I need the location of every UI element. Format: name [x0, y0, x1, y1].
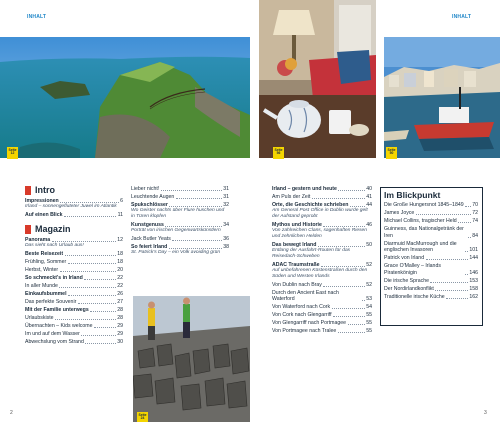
toc-entry-label: Der Nordirlandkonflikt [384, 285, 434, 292]
photo-giants-causeway [133, 296, 250, 422]
toc-leader-dots [468, 237, 471, 238]
toc-entry-page: 11 [117, 212, 123, 218]
toc-entry-page: 50 [366, 242, 372, 248]
toc-entry-page: 22 [117, 283, 123, 289]
toc-entry-page: 32 [223, 202, 229, 208]
toc-entry[interactable] [272, 262, 372, 280]
toc-entry-label: Abwechslung vom Strand [25, 339, 84, 345]
toc-entry-label: Frühling, Sommer [25, 259, 67, 265]
toc-entry-subtitle: Irland – sonnengefluteter Juwel im Atlantik [25, 204, 117, 210]
photo-cliffs-rope-bridge [0, 37, 250, 158]
toc-entry-label: Spukschlösser [131, 202, 168, 208]
photo-badge-2: Seite 56 [273, 147, 284, 159]
toc-entry-subtitle: Am General Post Office in Dublin wurde gelt der Aufstand geprobt [272, 208, 368, 220]
toc-entry-page: 72 [472, 210, 478, 217]
toc-entry-subtitle: Wo Geister nachts über Flure huschen und in Türen klopfen [131, 208, 225, 220]
toc-leader-dots [161, 190, 222, 191]
toc-entry-label: Von Cork nach Glengarriff [272, 312, 332, 319]
toc-column-2 [131, 186, 229, 258]
toc-entry[interactable] [384, 286, 478, 292]
toc-leader-dots [465, 274, 468, 275]
toc-entry-subtitle: Porträt von irischen Gegenwartskünstlern [131, 228, 221, 234]
toc-entry-page: 6 [120, 198, 123, 204]
toc-leader-dots [318, 246, 365, 247]
toc-entry-page: 18 [117, 251, 123, 257]
toc-entry-label: Die irische Sprache [384, 277, 429, 284]
toc-leader-dots [85, 343, 115, 344]
toc-leader-dots [312, 198, 365, 199]
toc-entry[interactable] [25, 259, 123, 265]
toc-entry[interactable] [25, 307, 123, 313]
toc-entry[interactable] [272, 282, 372, 288]
toc-entry-label: James Joyce [384, 210, 415, 217]
toc-entry-label: So feiert Irland [131, 244, 168, 250]
toc-entry[interactable] [25, 339, 123, 345]
toc-entry[interactable] [25, 331, 123, 337]
toc-leader-dots [165, 226, 221, 227]
section-heading-intro: Intro [25, 186, 123, 195]
toc-entry[interactable] [25, 275, 123, 281]
toc-entry[interactable] [384, 278, 478, 284]
toc-entry-label: Mythos und Historie [272, 222, 322, 228]
toc-entry[interactable] [25, 237, 123, 249]
toc-leader-dots [348, 324, 365, 325]
toc-entry-page: 26 [117, 291, 123, 297]
toc-leader-dots [60, 202, 118, 203]
blickpunkt-title: Im Blickpunkt [384, 190, 441, 200]
toc-entry-label: Urlaubskiste [25, 315, 54, 321]
toc-entry-page: 44 [366, 202, 372, 208]
toc-entry[interactable] [25, 299, 123, 305]
toc-entry-page: 27 [117, 299, 123, 305]
toc-entry-page: 18 [117, 259, 123, 265]
toc-entry[interactable] [25, 251, 123, 257]
toc-leader-dots [60, 271, 116, 272]
toc-entry[interactable] [384, 202, 478, 208]
toc-leader-dots [52, 241, 116, 242]
header-left: INHALT [27, 14, 47, 20]
toc-entry-label: Beste Reisezeit [25, 251, 64, 257]
toc-entry[interactable] [272, 328, 372, 334]
toc-column-4 [384, 192, 478, 302]
toc-entry-page: 36 [223, 236, 229, 242]
toc-entry[interactable] [384, 294, 478, 300]
toc-entry-label: Impressionen [25, 198, 59, 204]
toc-leader-dots [169, 248, 222, 249]
toc-entry[interactable] [272, 312, 372, 318]
toc-entry-page: 52 [366, 262, 372, 268]
toc-entry[interactable] [384, 226, 478, 239]
toc-entry-label: Von Dublin nach Bray [272, 282, 322, 288]
toc-entry-subtitle: Das sieht nach Urlaub aus! [25, 243, 84, 249]
toc-leader-dots [321, 266, 365, 267]
toc-entry[interactable] [25, 198, 123, 210]
toc-entry-page: 34 [223, 222, 229, 228]
toc-entry-label: Das bewegt Irland [272, 242, 317, 248]
toc-leader-dots [81, 335, 115, 336]
toc-entry[interactable] [384, 263, 478, 276]
toc-entry-label: Am Puls der Zeit [272, 194, 311, 200]
photo-badge-1: Seite 12 [7, 147, 18, 159]
toc-entry-label: Von Portmagee nach Tralee [272, 328, 337, 335]
section-heading-magazin: Magazin [25, 225, 123, 234]
toc-entry-label: Guinness, das Nationalgetränk der Iren [384, 226, 464, 239]
toc-entry[interactable] [25, 291, 123, 297]
toc-entry-label: Grace O'Malley – Irlands Piratenkönigin [384, 263, 441, 276]
toc-entry-page: 55 [366, 320, 372, 327]
toc-leader-dots [338, 332, 365, 333]
toc-leader-dots [332, 308, 365, 309]
toc-leader-dots [172, 240, 221, 241]
toc-entry-page: 146 [469, 269, 478, 276]
toc-entry-label: Von Waterford nach Cork [272, 304, 331, 311]
toc-entry-label: Das perfekte Souvenir [25, 299, 77, 305]
toc-entry-label: In aller Munde [25, 283, 58, 289]
toc-entry-page: 53 [366, 296, 372, 303]
toc-leader-dots [458, 222, 471, 223]
toc-entry-label: Orte, die Geschichte schrieben [272, 202, 349, 208]
toc-leader-dots [350, 206, 365, 207]
toc-leader-dots [84, 279, 115, 280]
toc-entry-label: Durch den Ancient East nach Waterford [272, 290, 339, 303]
toc-entry-label: Herbst, Winter [25, 267, 59, 273]
toc-entry-page: 41 [366, 194, 372, 200]
toc-entry[interactable] [272, 194, 372, 200]
photo-badge-4: Seite 24 [138, 412, 147, 421]
toc-entry[interactable] [131, 194, 229, 200]
toc-entry[interactable] [131, 202, 229, 220]
toc-entry-label: Kunstgenuss [131, 222, 164, 228]
toc-entry-page: 12 [117, 237, 123, 243]
toc-entry[interactable] [131, 222, 229, 234]
toc-entry[interactable] [131, 236, 229, 242]
toc-leader-dots [323, 286, 364, 287]
toc-leader-dots [68, 295, 116, 296]
toc-entry-page: 22 [117, 275, 123, 281]
toc-entry[interactable] [272, 202, 372, 220]
photo-badge-3: Seite 50 [386, 147, 397, 159]
toc-entry[interactable] [384, 255, 478, 261]
toc-entry-label: Lieber nicht! [131, 186, 160, 192]
toc-leader-dots [176, 198, 222, 199]
toc-entry[interactable] [272, 186, 372, 192]
toc-entry-label: Patrick von Irland [384, 255, 425, 262]
toc-entry-subtitle: St. Patrick's Day – ein Volk avoiding grün [131, 250, 221, 256]
toc-leader-dots [446, 298, 468, 299]
toc-entry[interactable] [272, 290, 372, 303]
toc-entry[interactable] [25, 283, 123, 289]
toc-entry-label: Die Große Hungersnot 1845–1849 [384, 202, 464, 209]
toc-leader-dots [323, 226, 364, 227]
toc-column-1 [25, 186, 123, 347]
toc-entry-label: So schmeckt's in Irland [25, 275, 83, 281]
toc-entry-page: 101 [469, 247, 478, 254]
toc-leader-dots [333, 316, 365, 317]
toc-entry-label: Mit der Familie unterwegs [25, 307, 89, 313]
toc-entry[interactable] [25, 315, 123, 321]
toc-entry-label: Im und auf dem Wasser [25, 331, 80, 337]
toc-entry-label: Von Glengarriff nach Portmagee [272, 320, 347, 327]
toc-leader-dots [68, 263, 116, 264]
toc-entry-page: 55 [366, 312, 372, 319]
toc-leader-dots [78, 303, 116, 304]
toc-entry-page: 153 [469, 277, 478, 284]
toc-leader-dots [362, 300, 365, 301]
toc-leader-dots [430, 282, 467, 283]
toc-entry-label: Einkaufsbummel [25, 291, 67, 297]
toc-entry-page: 144 [469, 255, 478, 262]
toc-entry-label: Leuchtende Augen [131, 194, 175, 200]
toc-entry[interactable] [25, 212, 123, 218]
photo-tea-interior [259, 0, 376, 158]
toc-entry-label: Irland – gestern und heute [272, 186, 337, 192]
toc-entry-page: 38 [223, 244, 229, 250]
toc-entry-label: Jack Butler Yeats [131, 236, 171, 242]
toc-entry[interactable] [384, 218, 478, 224]
toc-entry[interactable] [272, 304, 372, 310]
toc-entry-label: Traditionelle irische Küche [384, 293, 445, 300]
page-number-right: 3 [484, 410, 487, 416]
toc-leader-dots [338, 190, 364, 191]
toc-entry-label: Diarmuid MacMurrough und die englischen Invasoren [384, 240, 457, 254]
toc-entry-subtitle: Entlang der Ausfahrt-Routen für das Reisedach-Schweben [272, 248, 351, 260]
toc-entry-page: 28 [117, 307, 123, 313]
toc-entry-page: 54 [366, 304, 372, 311]
toc-entry-page: 84 [472, 232, 478, 239]
toc-entry-page: 31 [223, 186, 229, 192]
photo-harbour [384, 37, 500, 158]
toc-leader-dots [65, 255, 116, 256]
toc-entry[interactable] [25, 323, 123, 329]
toc-entry-label: Michael Collins, tragischer Held [384, 218, 457, 225]
toc-entry-page: 30 [117, 339, 123, 345]
toc-entry[interactable] [25, 267, 123, 273]
toc-entry-page: 52 [366, 282, 372, 288]
toc-entry-page: 162 [469, 293, 478, 300]
toc-entry[interactable] [131, 186, 229, 192]
toc-entry-page: 31 [223, 194, 229, 200]
toc-leader-dots [169, 206, 221, 207]
toc-entry[interactable] [384, 210, 478, 216]
toc-entry-page: 29 [117, 331, 123, 337]
toc-leader-dots [435, 290, 467, 291]
toc-leader-dots [90, 311, 116, 312]
toc-entry[interactable] [272, 222, 372, 240]
toc-entry-page: 70 [472, 202, 478, 209]
toc-entry-page: 158 [469, 285, 478, 292]
toc-entry-label: Panorama [25, 237, 51, 243]
toc-entry-page: 20 [117, 267, 123, 273]
toc-entry-label: Übernachten – Kids welcome [25, 323, 93, 329]
toc-entry-page: 29 [117, 323, 123, 329]
toc-leader-dots [465, 206, 471, 207]
page-number-left: 2 [10, 410, 13, 416]
toc-entry-subtitle: Von zahlreichen Clans, sagenhaften Riesen und zehnlichen Helden [272, 228, 367, 240]
toc-leader-dots [55, 319, 116, 320]
toc-entry-page: 28 [117, 315, 123, 321]
toc-column-3 [272, 186, 372, 336]
header-right: INHALT [452, 14, 472, 20]
toc-entry[interactable] [131, 244, 229, 256]
toc-leader-dots [94, 327, 116, 328]
toc-entry[interactable] [384, 241, 478, 254]
toc-leader-dots [426, 259, 468, 260]
toc-entry-page: 55 [366, 328, 372, 335]
toc-entry-label: ADAC Traumstraße [272, 262, 320, 268]
toc-entry-page: 46 [366, 222, 372, 228]
toc-entry-page: 74 [472, 218, 478, 225]
toc-entry-label: Auf einen Blick [25, 212, 63, 218]
toc-entry[interactable] [272, 320, 372, 326]
toc-leader-dots [64, 216, 116, 217]
toc-entry-subtitle: Auf unbefahrenen Küstenstraßen durch den Süden und Westen Irlands [272, 268, 368, 280]
toc-leader-dots [59, 287, 115, 288]
toc-leader-dots [465, 251, 468, 252]
toc-entry-page: 40 [366, 186, 372, 192]
toc-leader-dots [416, 214, 471, 215]
toc-entry[interactable] [272, 242, 372, 260]
